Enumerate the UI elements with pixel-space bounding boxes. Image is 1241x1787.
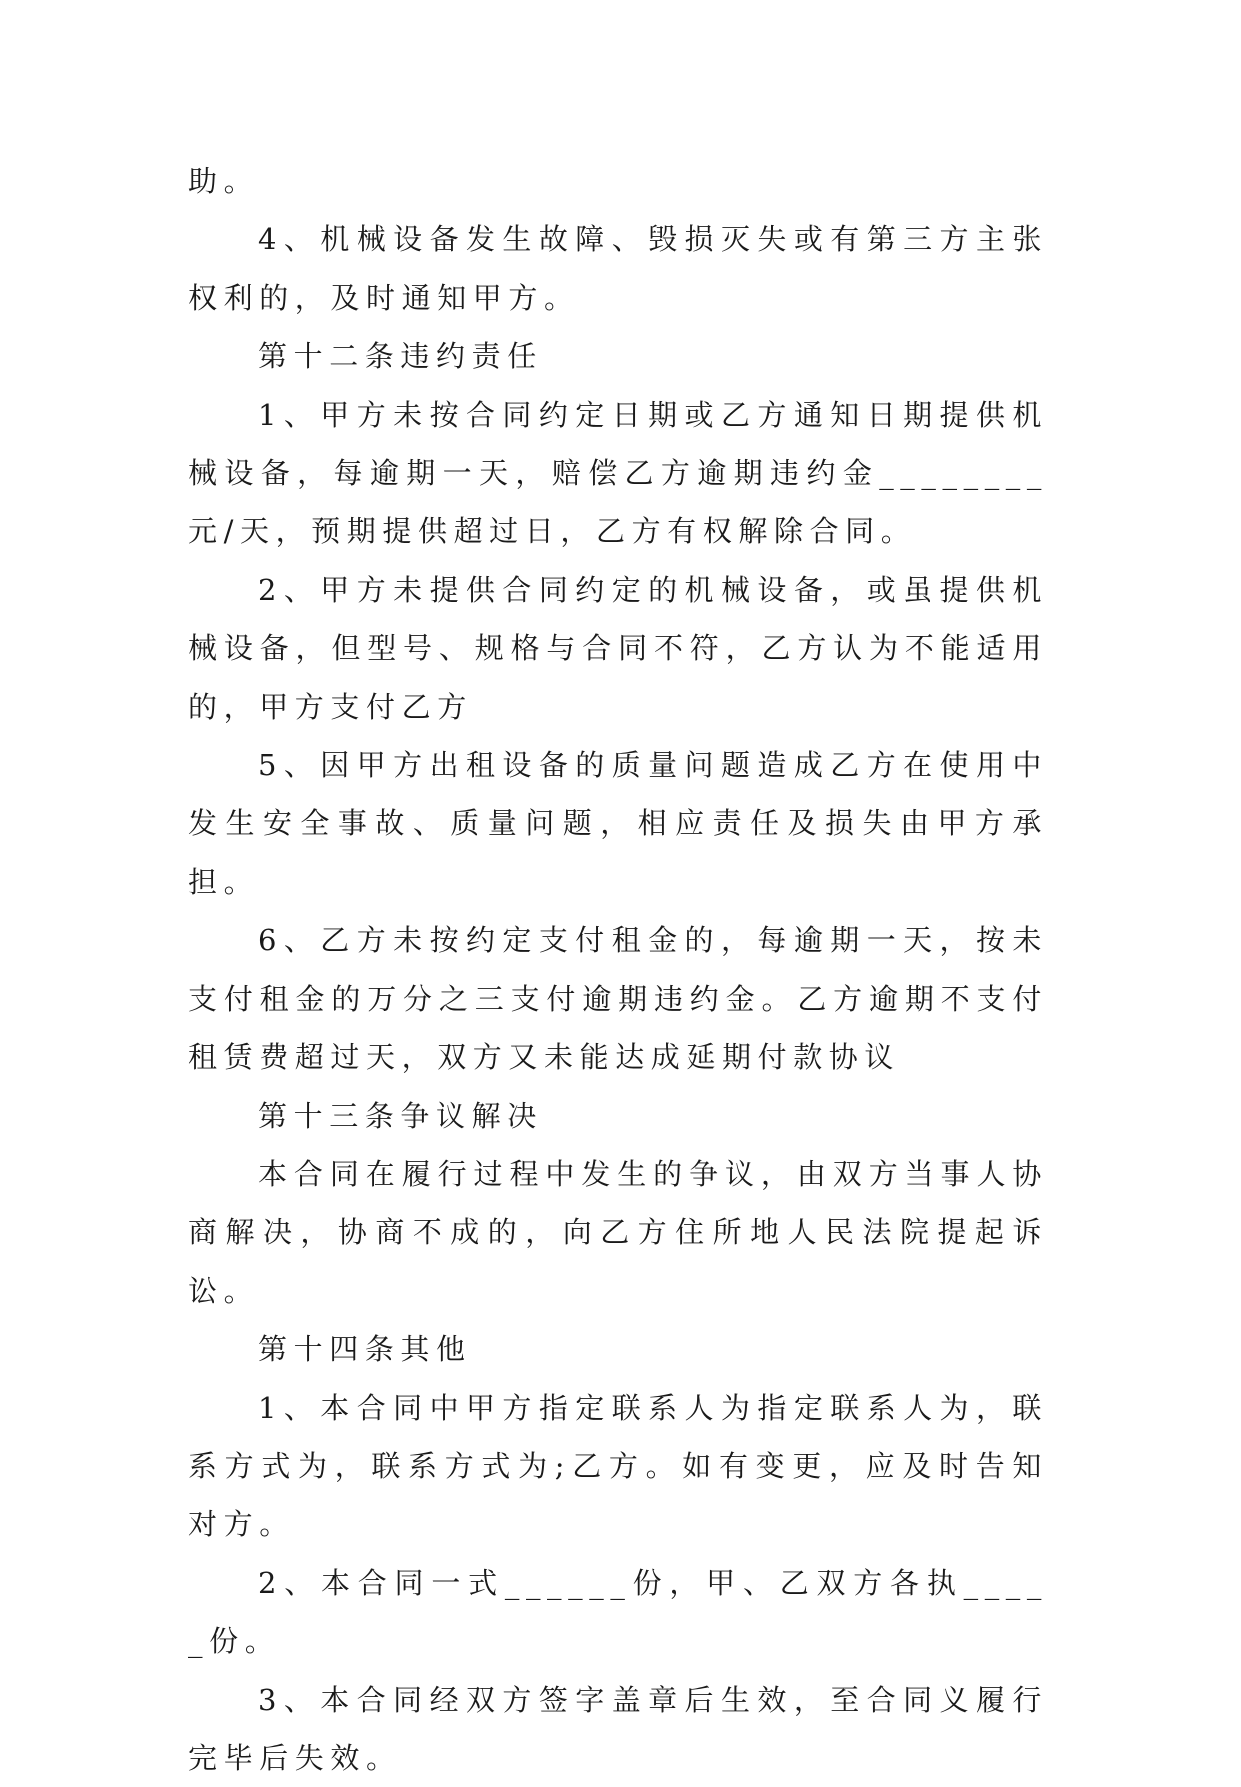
paragraph-dispute: 本合同在履行过程中发生的争议，由双方当事人协商解决，协商不成的，向乙方住所地人民法院提起诉讼。 [188, 1156, 1048, 1308]
paragraph-item-1: 1、甲方未按合同约定日期或乙方通知日期提供机械设备，每逾期一天，赔偿乙方逾期违约金________元/天，预期提供超过日，乙方有权解除合同。 [188, 397, 1048, 549]
paragraph-item-6: 6、乙方未按约定支付租金的，每逾期一天，按未支付租金的万分之三支付逾期违约金。乙方逾期不支付租赁费超过天，双方又未能达成延期付款协议 [188, 923, 1048, 1075]
document-body [188, 152, 1048, 1787]
section-heading-14: 第十四条其他 [258, 1332, 472, 1367]
paragraph-other-3: 3、本合同经双方签字盖章后生效，至合同义履行完毕后失效。 [188, 1682, 1048, 1775]
section-heading-12: 第十二条违约责任 [258, 339, 543, 374]
paragraph-continuation: 助。 [188, 164, 260, 198]
paragraph-item-2: 2、甲方未提供合同约定的机械设备，或虽提供机械设备，但型号、规格与合同不符，乙方认为不能适用的，甲方支付乙方 [188, 572, 1048, 724]
section-heading-13: 第十三条争议解决 [258, 1098, 543, 1133]
paragraph-other-1: 1、本合同中甲方指定联系人为指定联系人为，联系方式为，联系方式为;乙方。如有变更，应及时告知对方。 [188, 1390, 1048, 1542]
paragraph-item-4: 4、机械设备发生故障、毁损灭失或有第三方主张权利的，及时通知甲方。 [188, 222, 1048, 315]
paragraph-other-2: 2、本合同一式______份，甲、乙双方各执_____份。 [188, 1565, 1048, 1659]
paragraph-item-5: 5、因甲方出租设备的质量问题造成乙方在使用中发生安全事故、质量问题，相应责任及损失由甲方承担。 [188, 748, 1048, 899]
